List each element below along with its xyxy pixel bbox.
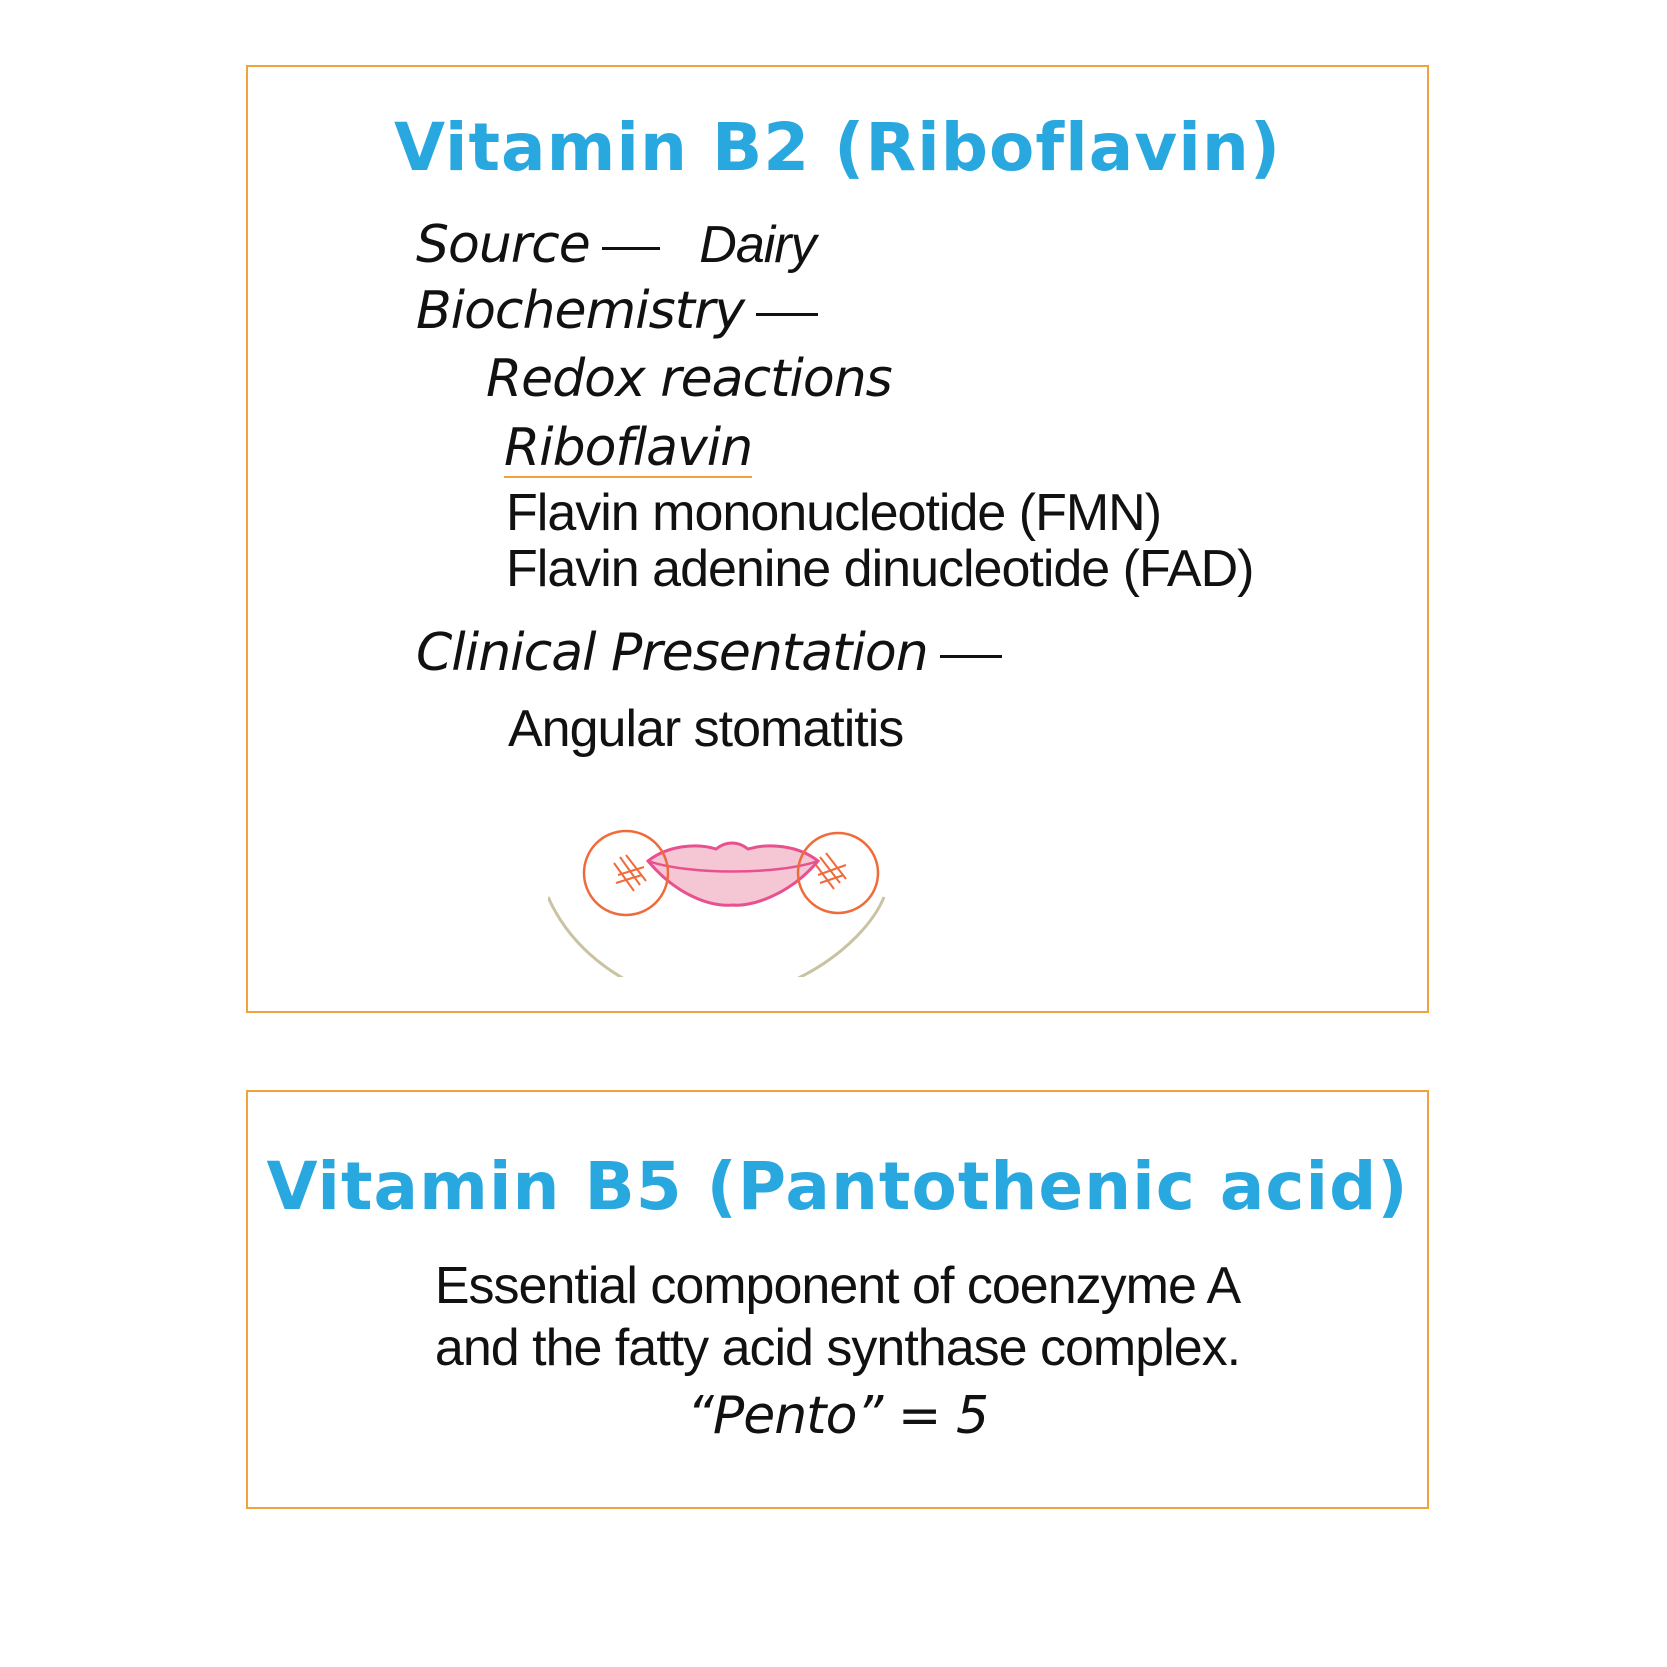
clinical-presentation-row (416, 623, 1002, 683)
angular-stomatitis-lips-icon (548, 757, 908, 977)
redox-reactions: Redox reactions (486, 349, 892, 409)
source-value: Dairy (699, 216, 816, 274)
b5-mnemonic: “Pento” = 5 (686, 1386, 989, 1446)
source-label: Source (416, 215, 590, 275)
lips-shape (648, 843, 818, 905)
face-outline (548, 897, 884, 977)
vitamin-b2-card (246, 65, 1429, 1013)
b5-description-line-2: and the fatty acid synthase complex. (434, 1319, 1241, 1377)
fad-label: Flavin adenine dinucleotide (FAD) (506, 540, 1254, 598)
clinical-presentation-label: Clinical Presentation (416, 623, 928, 683)
right-lesion-circle (798, 833, 878, 913)
fmn-label: Flavin mononucleotide (FMN) (506, 484, 1162, 542)
vitamin-b5-card (246, 1090, 1429, 1509)
biochemistry-row (416, 281, 818, 341)
source-row (416, 215, 816, 275)
vitamin-b5-title: Vitamin B5 (Pantothenic acid) (266, 1148, 1409, 1225)
riboflavin-label: Riboflavin (504, 418, 753, 478)
dash-icon (756, 313, 818, 316)
right-lesion-hatch (816, 853, 846, 889)
left-lesion-hatch (614, 855, 646, 891)
vitamin-b2-title: Vitamin B2 (Riboflavin) (393, 109, 1282, 186)
dash-icon (940, 655, 1002, 658)
b5-description-line-1: Essential component of coenzyme A (434, 1257, 1241, 1315)
angular-stomatitis-label: Angular stomatitis (508, 700, 904, 758)
biochemistry-label: Biochemistry (416, 281, 745, 341)
dash-icon (602, 247, 660, 250)
